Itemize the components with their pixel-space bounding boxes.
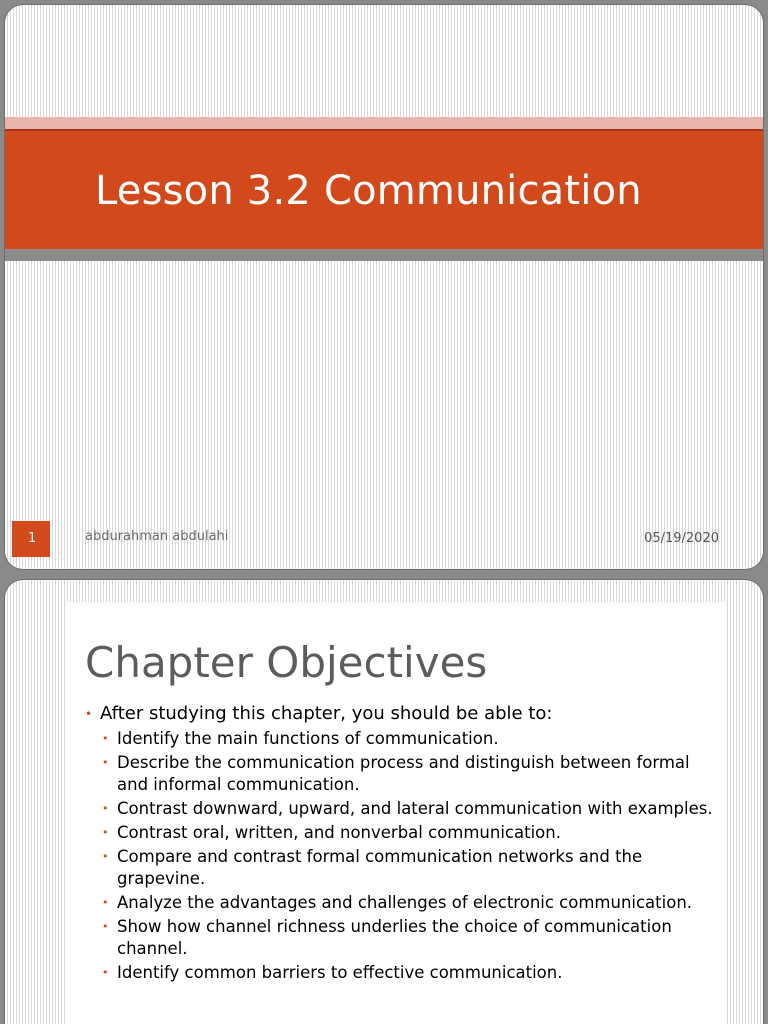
objectives-sublist (100, 728, 725, 984)
objective-item: • Analyze the advantages and challenges of electronic communication. (100, 892, 725, 914)
date-footer: 05/19/2020 (644, 531, 719, 546)
objective-item: • Compare and contrast formal communication networks and the grapevine. (100, 846, 725, 890)
intro-text: After studying this chapter, you should be able to: (100, 703, 553, 724)
title-slide (5, 5, 763, 569)
objective-item: • Describe the communication process and distinguish between formal and informal communication. (100, 752, 725, 796)
objectives-list (85, 702, 725, 986)
author-footer: abdurahman abdulahi (85, 529, 229, 544)
intro-bullet (85, 702, 725, 984)
slide-title: Lesson 3.2 Communication (95, 168, 642, 214)
objectives-title: Chapter Objectives (85, 638, 488, 687)
title-band (5, 129, 763, 251)
objective-item: • Identify common barriers to effective communication. (100, 962, 725, 984)
objective-item: • Show how channel richness underlies the choice of communication channel. (100, 916, 725, 960)
objectives-slide (5, 580, 763, 1024)
objective-item: • Contrast oral, written, and nonverbal communication. (100, 822, 725, 844)
slide-number: 1 (12, 521, 50, 557)
gray-strip (5, 249, 763, 261)
objective-item: • Contrast downward, upward, and lateral communication with examples. (100, 798, 725, 820)
objective-item: • Identify the main functions of communication. (100, 728, 725, 750)
pink-strip (5, 117, 763, 129)
